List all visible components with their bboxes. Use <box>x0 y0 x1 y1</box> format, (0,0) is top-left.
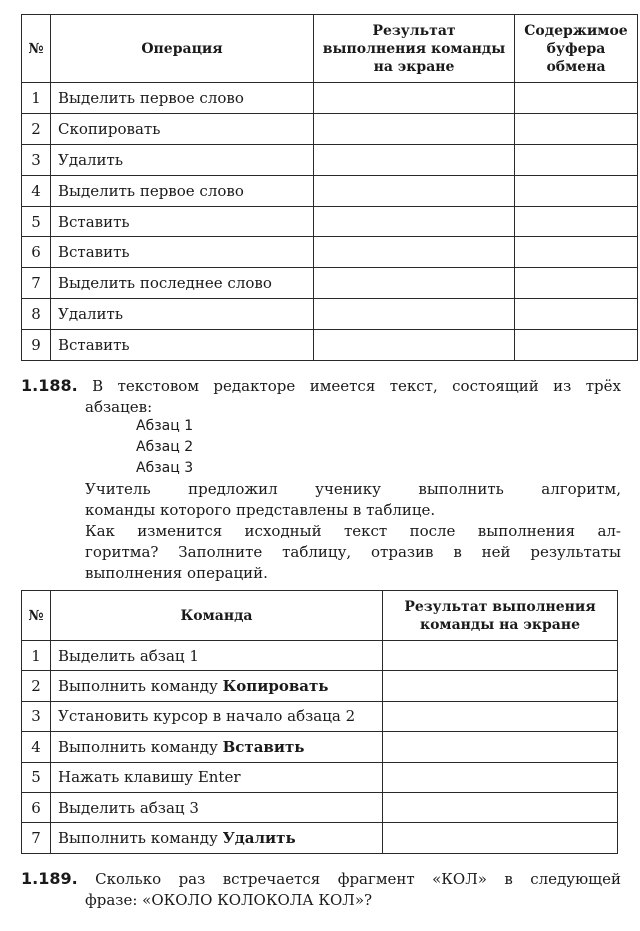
screen-result-cell <box>314 268 515 299</box>
row-number: 1 <box>22 641 51 671</box>
command-text: Выполнить команду <box>58 829 223 848</box>
table-row <box>22 268 638 299</box>
operation-cell: Удалить <box>51 144 314 175</box>
command-cell <box>51 641 383 671</box>
table-row <box>22 237 638 268</box>
table-row <box>22 823 618 853</box>
command-name: Копировать <box>222 677 329 696</box>
command-cell <box>51 701 383 731</box>
task-1-188-line1: 1.188. В текстовом редакторе имеется текст, состоящий из трёх <box>21 376 621 395</box>
header-command: Команда <box>51 591 383 641</box>
operation-cell: Удалить <box>51 299 314 330</box>
row-number: 2 <box>22 113 51 144</box>
table-row <box>22 113 638 144</box>
clipboard-cell <box>515 83 638 114</box>
header-operation: Операция <box>51 15 314 83</box>
row-number: 6 <box>22 792 51 822</box>
row-number: 7 <box>22 823 51 853</box>
command-text: Выполнить команду <box>58 737 223 756</box>
clipboard-cell <box>515 330 638 361</box>
operation-cell: Выделить первое слово <box>51 83 314 114</box>
clipboard-cell <box>515 237 638 268</box>
row-number: 5 <box>22 762 51 792</box>
command-cell <box>51 792 383 822</box>
task-1-188-body <box>21 479 621 584</box>
row-number: 3 <box>22 701 51 731</box>
operation-cell: Вставить <box>51 330 314 361</box>
operations-table <box>21 14 638 361</box>
table-row <box>22 330 638 361</box>
row-number: 4 <box>22 175 51 206</box>
table-row <box>22 144 638 175</box>
command-cell <box>51 732 383 762</box>
task-line: Как изменится исходный текст после выполнения ал- <box>85 522 621 540</box>
header-screen-result: Результат выполнения команды на экране <box>383 591 618 641</box>
task-1-188 <box>21 375 621 418</box>
task-1-189-line2: фразе: «ОКОЛО КОЛОКОЛА КОЛ»? <box>85 891 373 909</box>
screen-result-cell <box>314 144 515 175</box>
task-number: 1.189. <box>21 869 78 888</box>
table-row <box>22 792 618 822</box>
row-number: 8 <box>22 299 51 330</box>
table-row <box>22 83 638 114</box>
command-name: Вставить <box>222 737 305 756</box>
command-text: Выполнить команду <box>58 677 223 696</box>
clipboard-cell <box>515 144 638 175</box>
paragraph-label-3: Абзац 3 <box>136 460 194 476</box>
screen-result-cell <box>314 113 515 144</box>
screen-result-cell <box>314 175 515 206</box>
screen-result-cell <box>314 299 515 330</box>
operation-cell: Вставить <box>51 237 314 268</box>
table-row <box>22 762 618 792</box>
header-screen-result: Результат выполнения команды на экране <box>314 15 515 83</box>
command-cell <box>51 671 383 701</box>
table-row <box>22 701 618 731</box>
task-line: выполнения операций. <box>85 564 268 582</box>
task-1-189-line1: 1.189. Сколько раз встречается фрагмент «КОЛ» в следующей <box>21 869 621 888</box>
header-number: № <box>22 15 51 83</box>
screen-result-cell <box>383 823 618 853</box>
task-line: команды которого представлены в таблице. <box>85 501 436 519</box>
clipboard-cell <box>515 299 638 330</box>
screen-result-cell <box>383 671 618 701</box>
screen-result-cell <box>383 732 618 762</box>
task-1-188-line2: абзацев: <box>85 398 153 416</box>
screen-result-cell <box>383 792 618 822</box>
command-text: Нажать клавишу Enter <box>58 768 241 787</box>
row-number: 6 <box>22 237 51 268</box>
table-header-row <box>22 591 618 641</box>
paragraph-label-1: Абзац 1 <box>136 418 194 434</box>
operation-cell: Выделить последнее слово <box>51 268 314 299</box>
task-number: 1.188. <box>21 376 78 395</box>
task-1-189 <box>21 868 621 911</box>
clipboard-cell <box>515 206 638 237</box>
header-number: № <box>22 591 51 641</box>
clipboard-cell <box>515 113 638 144</box>
table-row <box>22 641 618 671</box>
paragraph-label-2: Абзац 2 <box>136 439 194 455</box>
table-header-row <box>22 15 638 83</box>
command-name: Удалить <box>222 829 296 848</box>
command-text: Выделить абзац 1 <box>58 646 199 665</box>
row-number: 4 <box>22 732 51 762</box>
table-row <box>22 175 638 206</box>
screen-result-cell <box>314 83 515 114</box>
operation-cell: Вставить <box>51 206 314 237</box>
row-number: 2 <box>22 671 51 701</box>
clipboard-cell <box>515 175 638 206</box>
screen-result-cell <box>383 762 618 792</box>
row-number: 7 <box>22 268 51 299</box>
screen-result-cell <box>314 237 515 268</box>
operation-cell: Скопировать <box>51 113 314 144</box>
task-line: Учитель предложил ученику выполнить алгоритм, <box>85 480 621 498</box>
screen-result-cell <box>314 206 515 237</box>
table-row <box>22 206 638 237</box>
command-cell <box>51 762 383 792</box>
operation-cell: Выделить первое слово <box>51 175 314 206</box>
screen-result-cell <box>383 701 618 731</box>
screen-result-cell <box>314 330 515 361</box>
screen-result-cell <box>383 641 618 671</box>
row-number: 9 <box>22 330 51 361</box>
header-clipboard: Содержимое буфера обмена <box>515 15 638 83</box>
row-number: 3 <box>22 144 51 175</box>
table-row <box>22 671 618 701</box>
commands-table <box>21 590 618 854</box>
table-row <box>22 299 638 330</box>
row-number: 1 <box>22 83 51 114</box>
task-line: горитма? Заполните таблицу, отразив в ней результаты <box>85 543 621 561</box>
clipboard-cell <box>515 268 638 299</box>
command-cell <box>51 823 383 853</box>
command-text: Установить курсор в начало абзаца 2 <box>58 707 356 726</box>
row-number: 5 <box>22 206 51 237</box>
command-text: Выделить абзац 3 <box>58 798 199 817</box>
table-row <box>22 732 618 762</box>
